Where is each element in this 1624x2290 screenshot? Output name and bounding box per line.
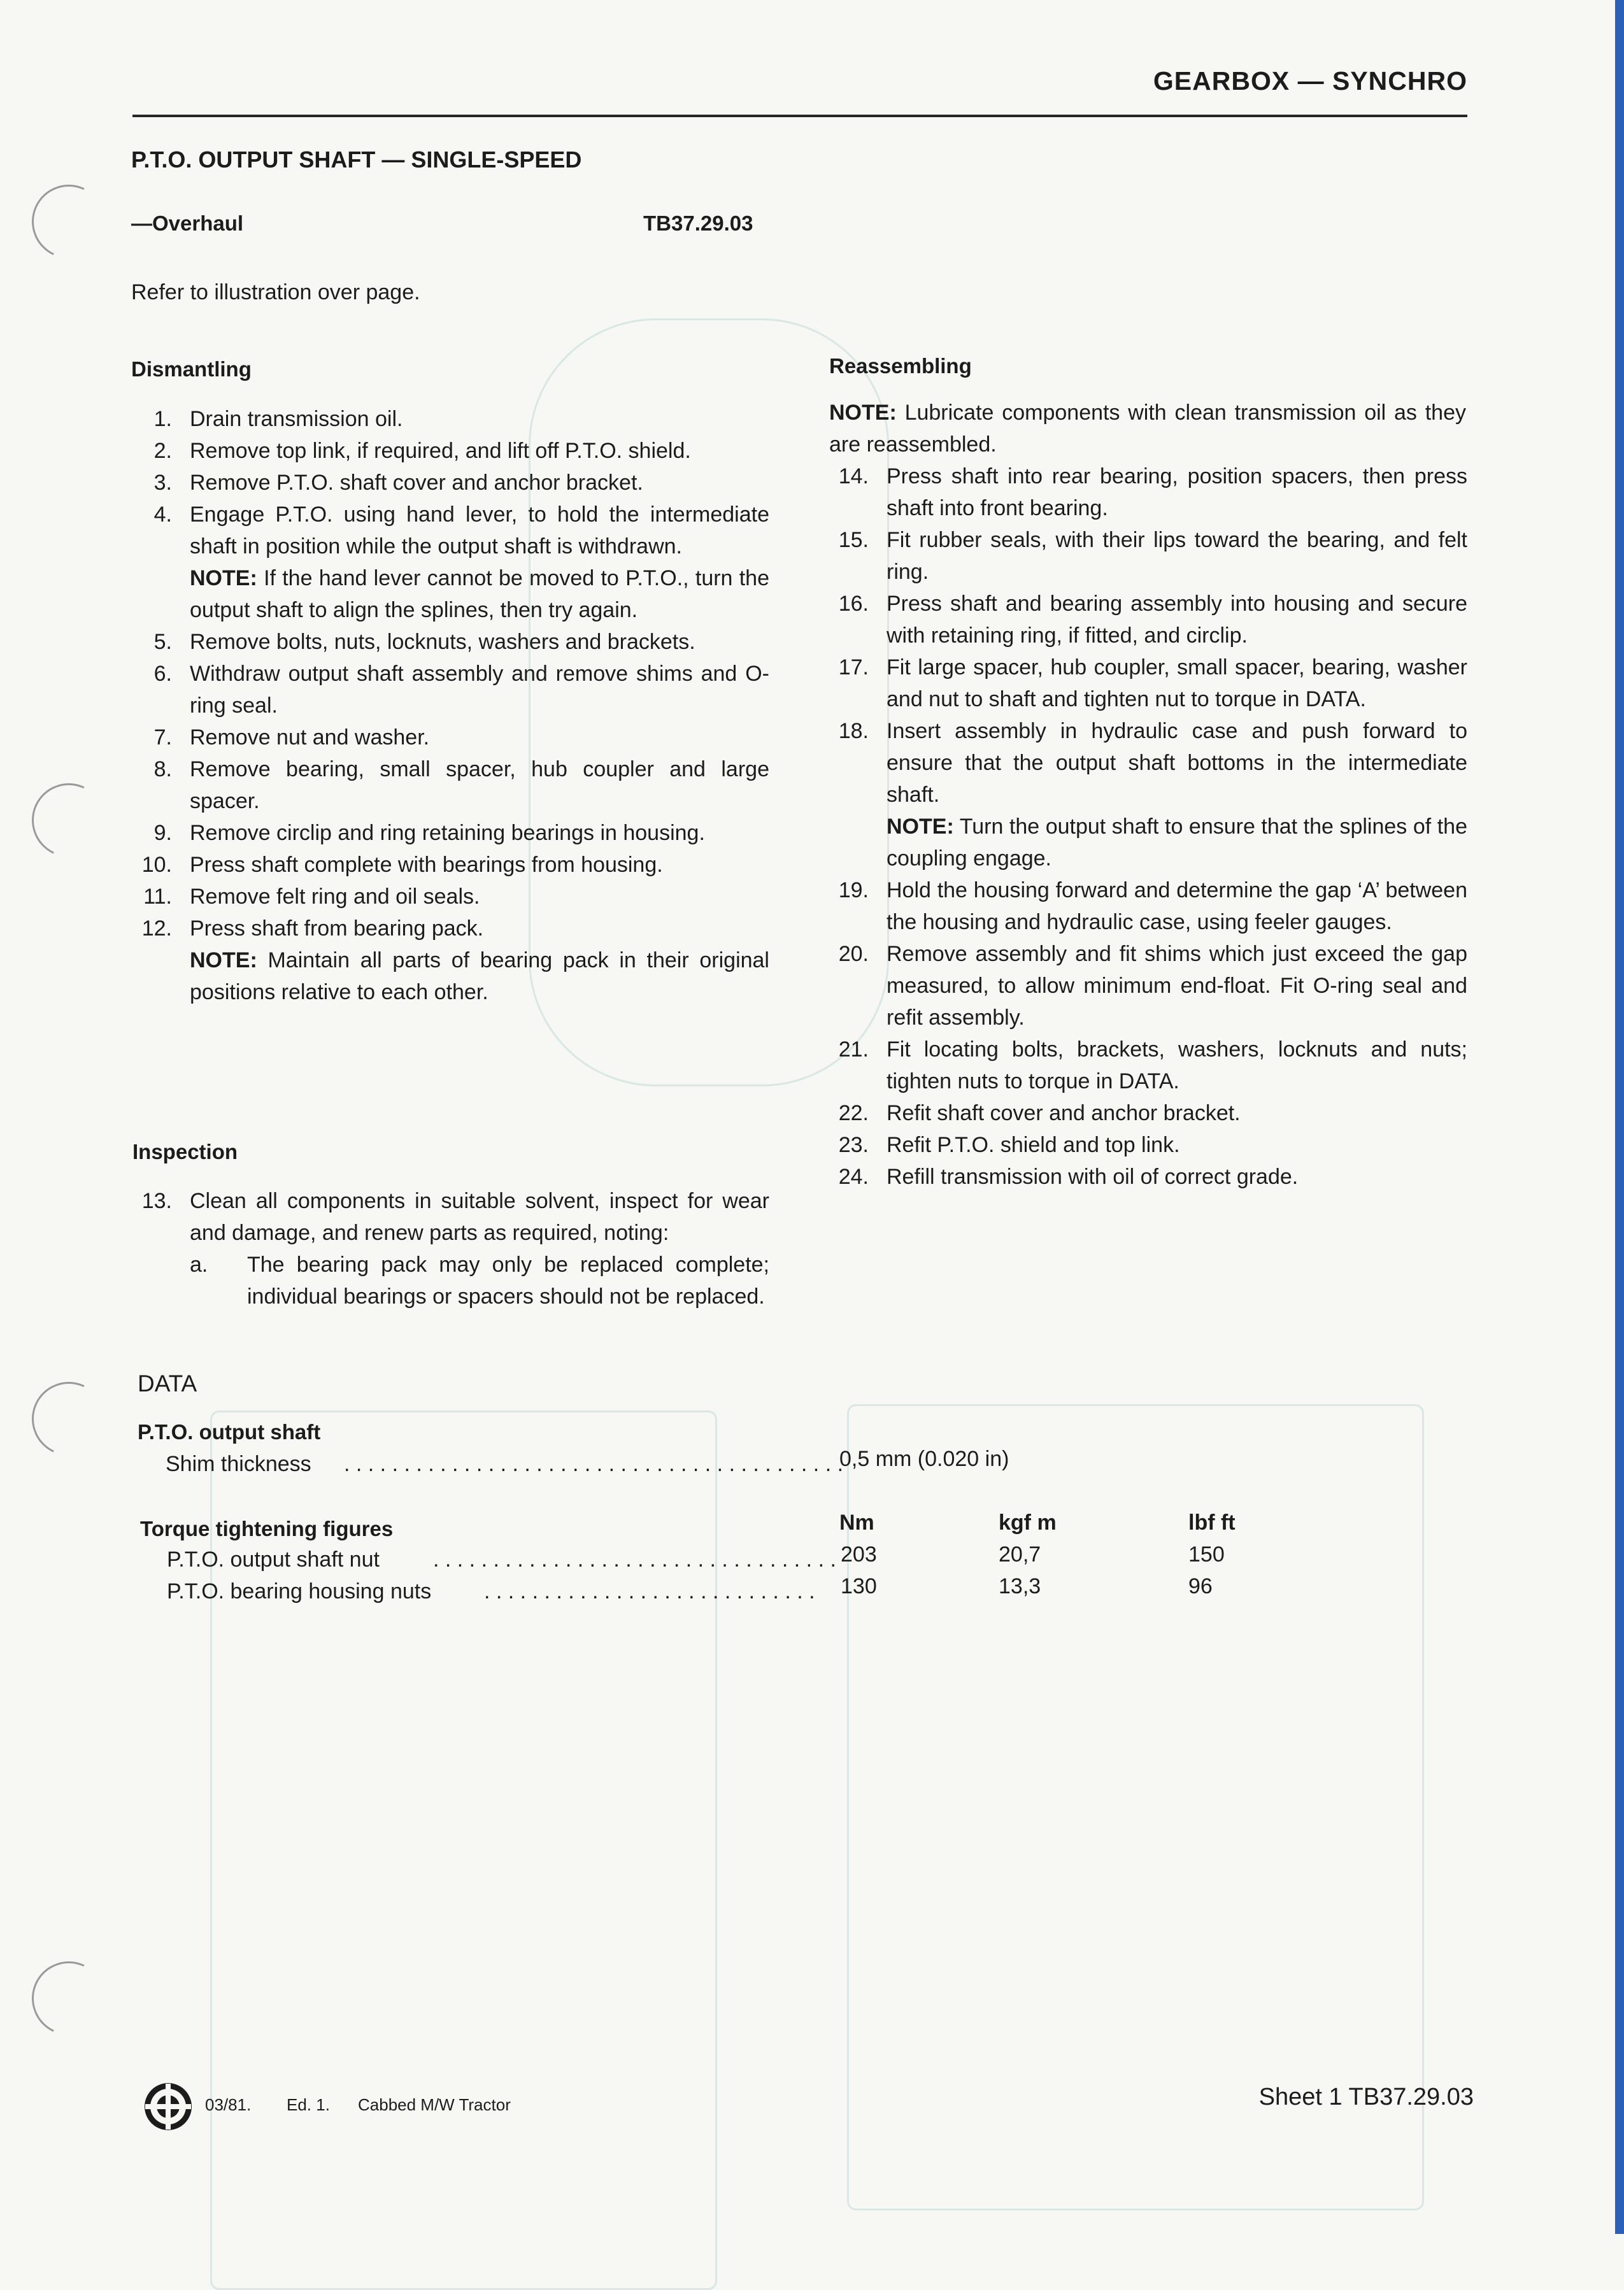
page-edge bbox=[1615, 0, 1624, 2234]
note: NOTE: Maintain all parts of bearing pack in their original positions relative to each other. bbox=[190, 948, 769, 1004]
reassembling-heading: Reassembling bbox=[829, 354, 972, 378]
list-item: 15. Fit rubber seals, with their lips toward the bearing, and felt ring. bbox=[838, 528, 1467, 584]
page-title: P.T.O. OUTPUT SHAFT — SINGLE-SPEED bbox=[131, 146, 582, 173]
inspection-heading: Inspection bbox=[132, 1140, 238, 1163]
list-item: 13. Clean all components in suitable solvent, inspect for wear and damage, and renew parts as required, noting: a. The bearing pack may only be replaced complete; individual bearings or spacers should not be replaced. bbox=[132, 1185, 769, 1312]
footer-date: 03/81. bbox=[205, 2095, 252, 2114]
list-item: 2. Remove top link, if required, and lift off P.T.O. shield. bbox=[153, 439, 691, 463]
inspection-list bbox=[132, 1185, 769, 1312]
torque-value: 20,7 bbox=[999, 1542, 1041, 1567]
dismantling-list bbox=[132, 403, 769, 1008]
data-heading: DATA bbox=[138, 1370, 197, 1397]
list-item: 8. Remove bearing, small spacer, hub coupler and large spacer. bbox=[153, 757, 769, 813]
footer-edition: Ed. 1. bbox=[287, 2095, 330, 2114]
torque-heading: Torque tightening figures bbox=[140, 1517, 394, 1540]
footer-model: Cabbed M/W Tractor bbox=[358, 2095, 511, 2114]
list-item: 18. Insert assembly in hydraulic case and push forward to ensure that the output shaft bottoms in the intermediate shaft. NOTE: Turn the output shaft to ensure that the splines of the coupling engage. bbox=[829, 715, 1467, 874]
list-item: 12. Press shaft from bearing pack. NOTE: Maintain all parts of bearing pack in their original positions relative to each other. bbox=[132, 913, 769, 1008]
list-item: 10. Press shaft complete with bearings from housing. bbox=[141, 853, 663, 877]
list-item: 4. Engage P.T.O. using hand lever, to hold the intermediate shaft in position while the output shaft is withdrawn. NOTE: If the hand lever cannot be moved to P.T.O., turn the output shaft to align the splines, then try again. bbox=[132, 499, 769, 626]
unit-kgfm: kgf m bbox=[999, 1511, 1057, 1535]
torque-value: 203 bbox=[841, 1542, 877, 1567]
shim-value: 0,5 mm (0.020 in) bbox=[839, 1447, 1009, 1471]
list-item: 20. Remove assembly and fit shims which just exceed the gap measured, to allow minimum end-float. Fit O-ring seal and refit assembly. bbox=[838, 942, 1467, 1030]
unit-nm: Nm bbox=[839, 1511, 874, 1535]
list-item: 24. Refill transmission with oil of correct grade. bbox=[838, 1165, 1299, 1189]
leyland-logo-icon bbox=[143, 2081, 194, 2132]
shim-label: Shim thickness bbox=[166, 1452, 311, 1476]
list-item: 11. Remove felt ring and oil seals. bbox=[143, 885, 480, 909]
operation-label: —Overhaul bbox=[131, 211, 244, 235]
list-item: 21. Fit locating bolts, brackets, washers, locknuts and nuts; tighten nuts to torque in DATA. bbox=[838, 1037, 1467, 1093]
list-item: 9. Remove circlip and ring retaining bearings in housing. bbox=[153, 821, 705, 845]
note: NOTE: If the hand lever cannot be moved to P.T.O., turn the output shaft to align the splines, then try again. bbox=[190, 566, 769, 622]
list-item: 1. Drain transmission oil. bbox=[153, 407, 403, 431]
leader-dots: . . . . . . . . . . . . . . . . . . . . . . . . . . . . . . . . . . bbox=[433, 1547, 836, 1572]
list-item: 17. Fit large spacer, hub coupler, small spacer, bearing, washer and nut to shaft and tighten nut to torque in DATA. bbox=[838, 655, 1467, 711]
reassembling-list bbox=[829, 460, 1467, 1193]
sub-item: a. The bearing pack may only be replaced complete; individual bearings or spacers should not be replaced. bbox=[190, 1253, 769, 1309]
torque-value: 130 bbox=[841, 1574, 877, 1598]
dismantling-heading: Dismantling bbox=[131, 357, 252, 381]
torque-value: 96 bbox=[1188, 1574, 1213, 1598]
list-item: 16. Press shaft and bearing assembly into housing and secure with retaining ring, if fitted, and circlip. bbox=[838, 592, 1467, 648]
unit-lbfft: lbf ft bbox=[1188, 1511, 1236, 1535]
torque-value: 150 bbox=[1188, 1542, 1225, 1567]
list-item: 5. Remove bolts, nuts, locknuts, washers and brackets. bbox=[153, 630, 695, 654]
leader-dots: . . . . . . . . . . . . . . . . . . . . . . . . . . . . bbox=[484, 1579, 815, 1604]
leader-dots: . . . . . . . . . . . . . . . . . . . . . . . . . . . . . . . . . . . . . . . . . . bbox=[344, 1452, 844, 1476]
torque-row-label: P.T.O. bearing housing nuts bbox=[167, 1579, 432, 1604]
intro-text: Refer to illustration over page. bbox=[131, 280, 420, 304]
list-item: 14. Press shaft into rear bearing, position spacers, then press shaft into front bearing. bbox=[838, 464, 1467, 520]
list-item: 6. Withdraw output shaft assembly and remove shims and O-ring seal. bbox=[153, 662, 769, 718]
operation-code: TB37.29.03 bbox=[643, 211, 753, 235]
pto-data-heading: P.T.O. output shaft bbox=[138, 1420, 321, 1444]
punch-hole bbox=[22, 1372, 117, 1467]
header-rule bbox=[132, 115, 1467, 117]
torque-row-label: P.T.O. output shaft nut bbox=[167, 1547, 380, 1572]
list-item: 19. Hold the housing forward and determine the gap ‘A’ between the housing and hydraulic case, using feeler gauges. bbox=[838, 878, 1467, 934]
list-item: 22. Refit shaft cover and anchor bracket. bbox=[838, 1101, 1241, 1125]
list-item: 3. Remove P.T.O. shaft cover and anchor bracket. bbox=[153, 471, 643, 495]
section-header: GEARBOX — SYNCHRO bbox=[1153, 66, 1467, 96]
torque-value: 13,3 bbox=[999, 1574, 1041, 1598]
note: NOTE: Turn the output shaft to ensure that the splines of the coupling engage. bbox=[887, 814, 1467, 871]
show-through-illustration bbox=[210, 1411, 717, 2290]
punch-hole bbox=[22, 1951, 117, 2046]
footer-sheet: Sheet 1 TB37.29.03 bbox=[1258, 2084, 1474, 2110]
punch-hole bbox=[22, 773, 117, 868]
list-item: 7. Remove nut and washer. bbox=[153, 725, 430, 750]
list-item: 23. Refit P.T.O. shield and top link. bbox=[838, 1133, 1180, 1157]
reassembling-note: NOTE: Lubricate components with clean transmission oil as they are reassembled. bbox=[829, 401, 1466, 457]
punch-hole bbox=[22, 174, 117, 269]
